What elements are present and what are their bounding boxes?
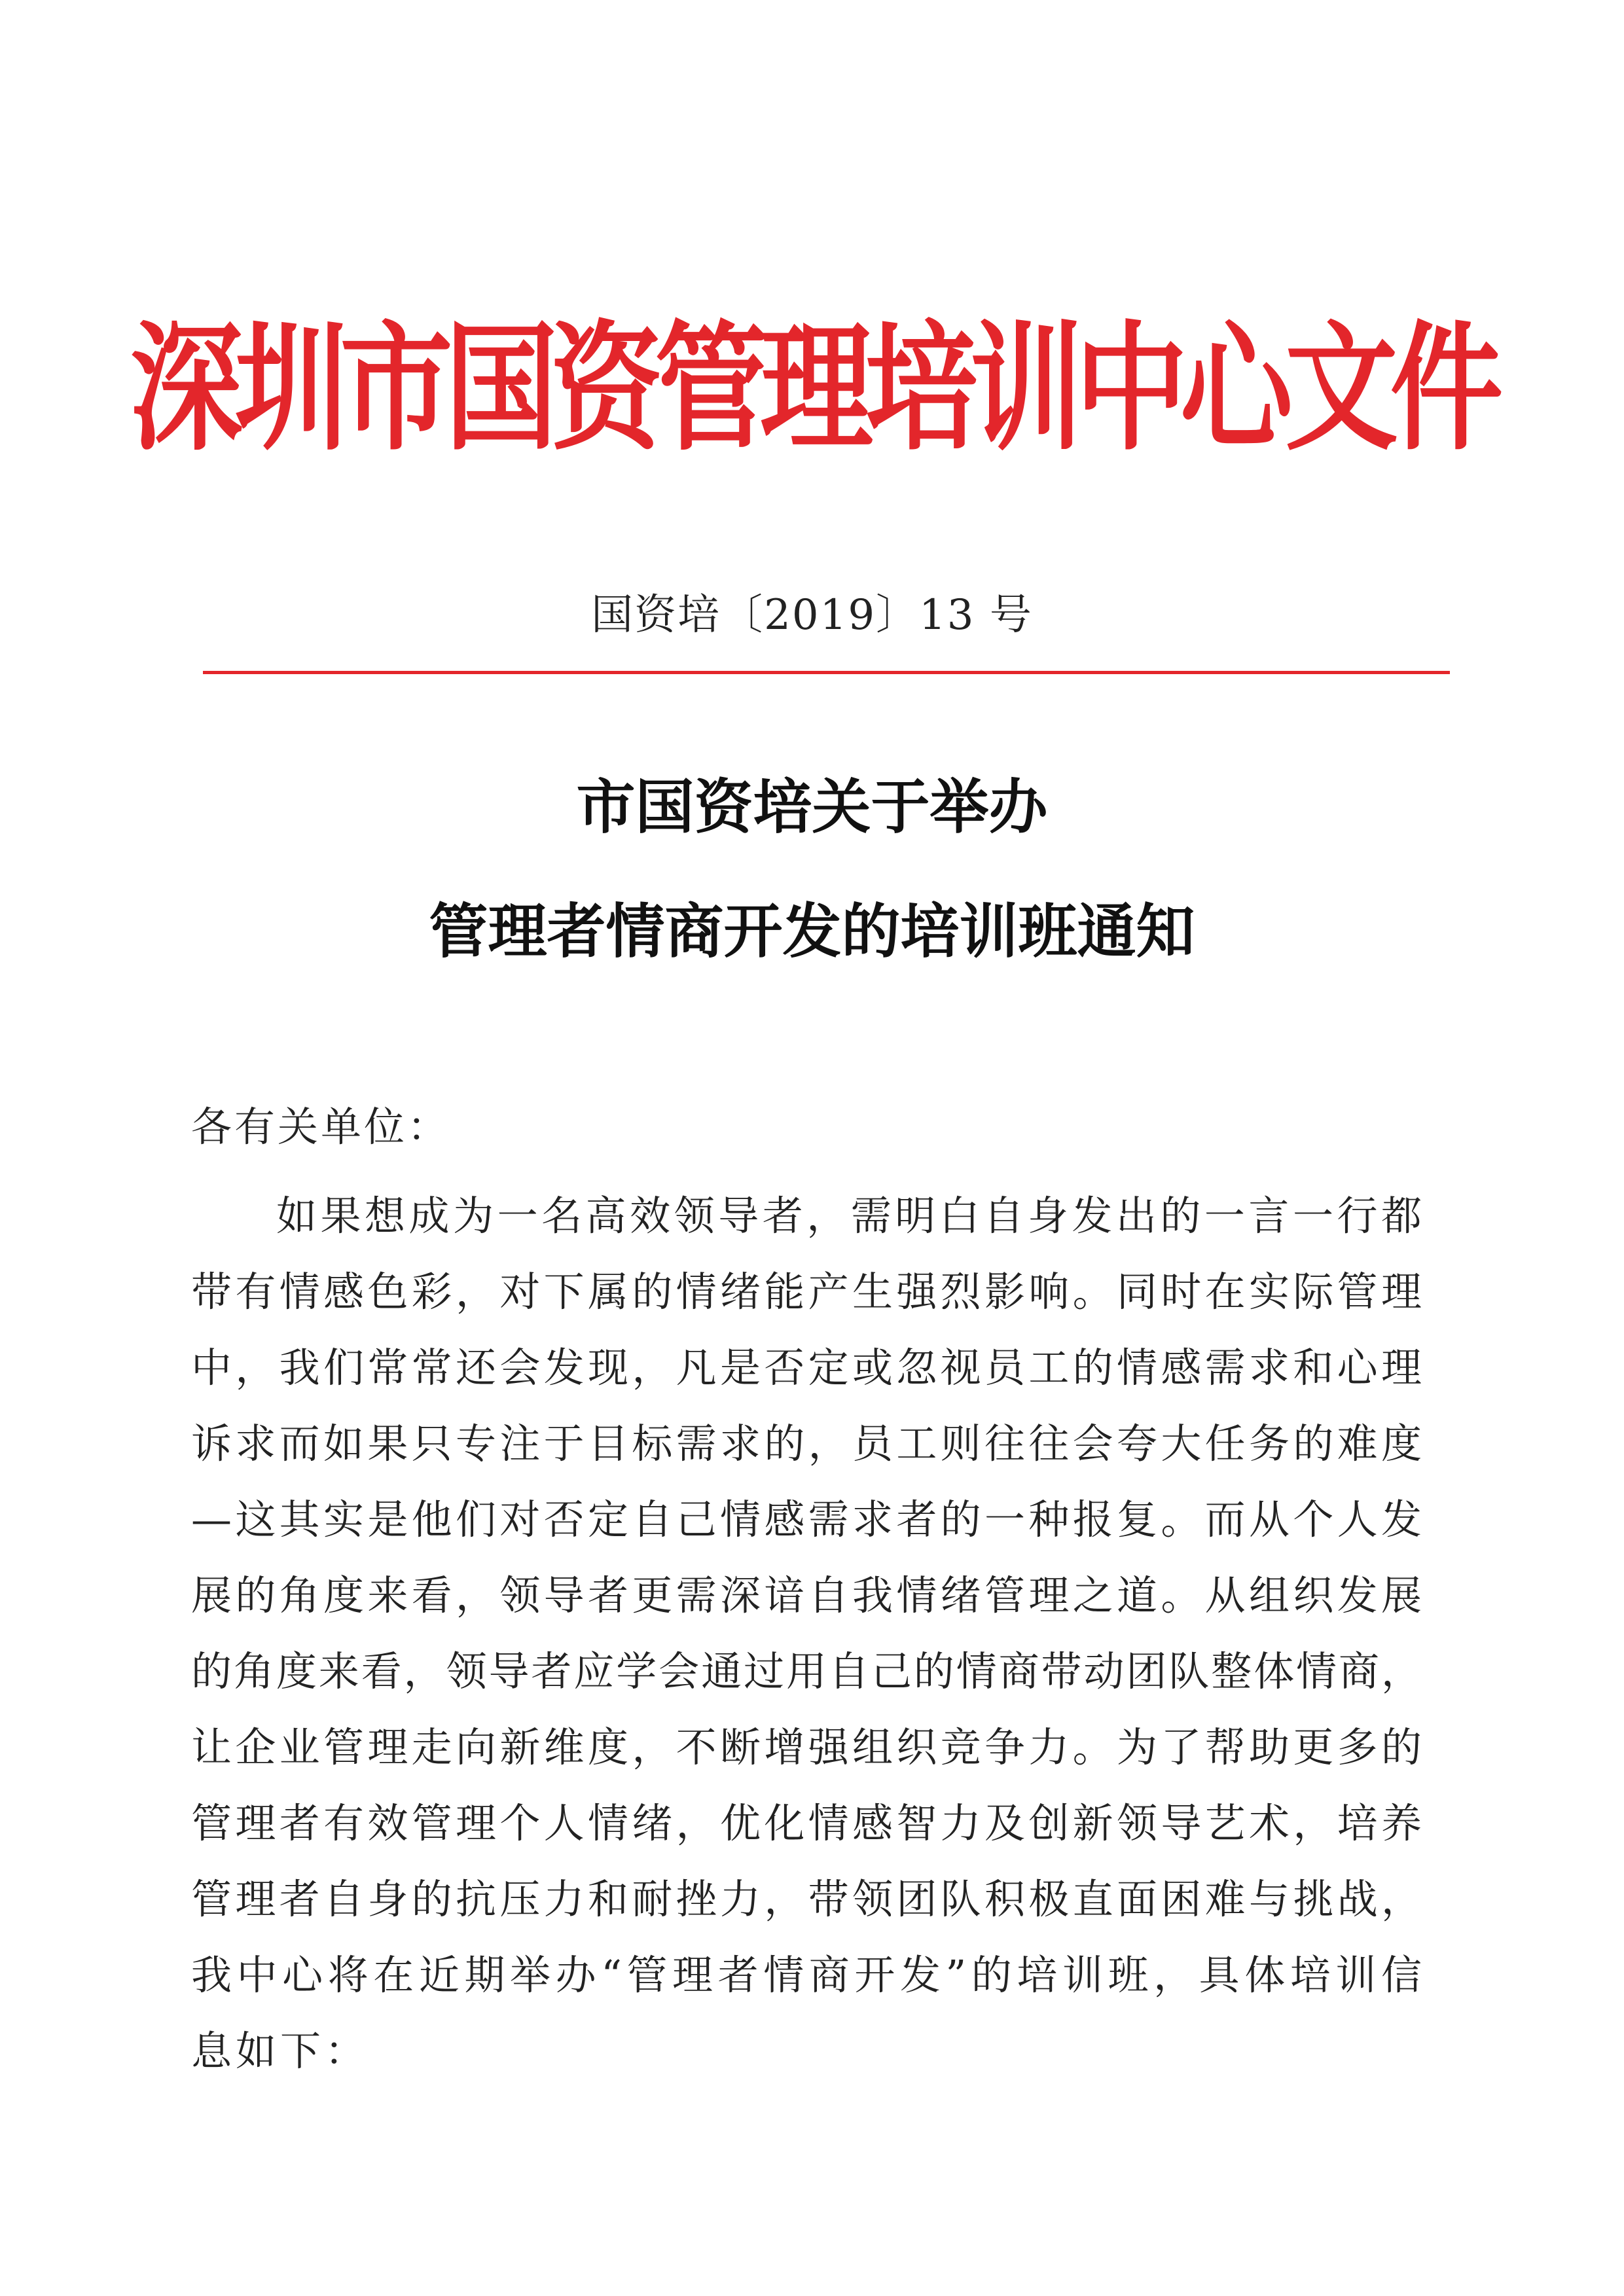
- paragraph-line: 展的角度来看，领导者更需深谙自我情绪管理之道。从组织发展: [191, 1571, 1422, 1619]
- body-paragraph: [191, 1178, 1422, 2089]
- document-number: 国资培〔2019〕13 号: [591, 591, 1033, 639]
- paragraph-line: 带有情感色彩，对下属的情绪能产生强烈影响。同时在实际管理: [191, 1268, 1422, 1316]
- paragraph-line: 如果想成为一名高效领导者，需明白自身发出的一言一行都: [276, 1192, 1422, 1240]
- notice-title-line-1: 市国资培关于举办: [576, 772, 1048, 842]
- paragraph-line: 我中心将在近期举办“管理者情商开发”的培训班，具体培训信: [191, 1951, 1422, 1999]
- paragraph-line: 的角度来看，领导者应学会通过用自己的情商带动团队整体情商，: [191, 1647, 1422, 1695]
- letterhead-divider: [203, 671, 1450, 674]
- salutation: 各有关单位：: [191, 1103, 451, 1151]
- paragraph-line: —这其实是他们对否定自己情感需求者的一种报复。而从个人发: [191, 1496, 1422, 1543]
- paragraph-line: 让企业管理走向新维度，不断增强组织竞争力。为了帮助更多的: [191, 1723, 1422, 1771]
- paragraph-line: 息如下：: [191, 2027, 370, 2075]
- paragraph-line: 诉求而如果只专注于目标需求的，员工则往往会夸大任务的难度: [191, 1420, 1422, 1467]
- letterhead-title: 深圳市国资管理培训中心文件: [130, 308, 1496, 470]
- paragraph-line: 管理者有效管理个人情绪，优化情感智力及创新领导艺术，培养: [191, 1799, 1422, 1847]
- paragraph-line: 管理者自身的抗压力和耐挫力，带领团队积极直面困难与挑战，: [191, 1875, 1422, 1923]
- paragraph-line: 中，我们常常还会发现，凡是否定或忽视员工的情感需求和心理: [191, 1344, 1422, 1391]
- notice-title-line-2: 管理者情商开发的培训班通知: [429, 897, 1195, 966]
